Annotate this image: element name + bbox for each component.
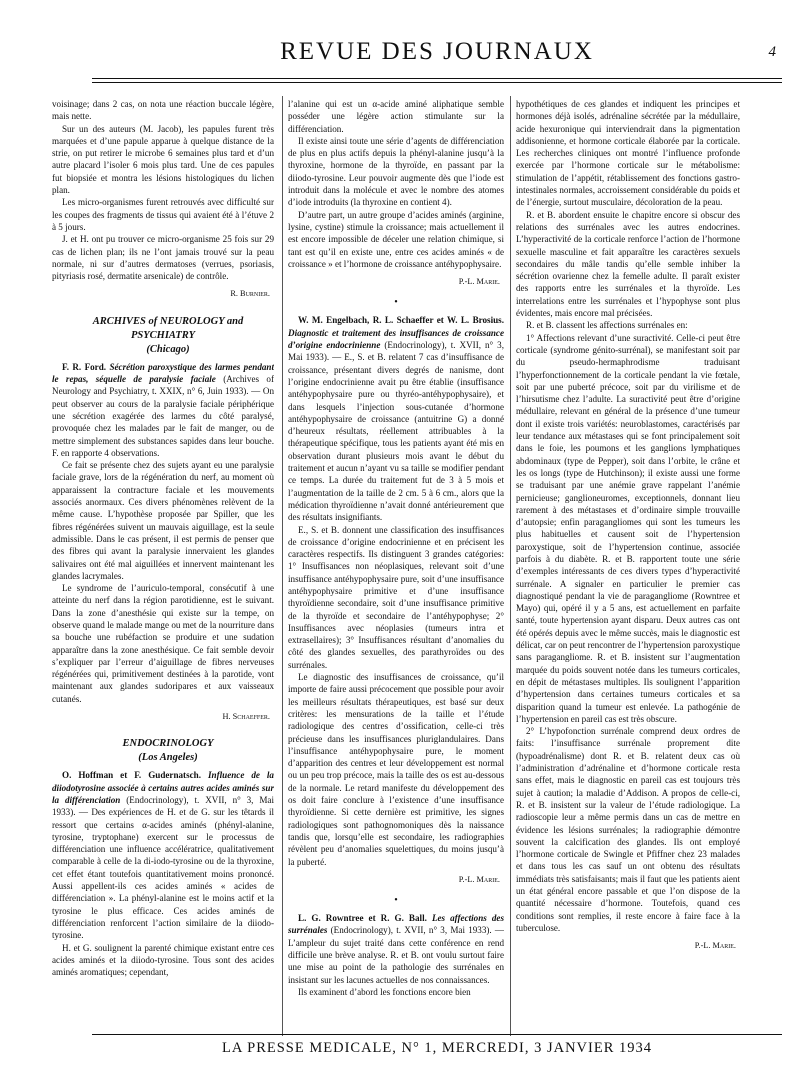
column-middle xyxy=(288,98,504,1036)
journal-heading: ARCHIVES of NEUROLOGY and PSYCHIATRY xyxy=(92,315,244,341)
header-rule xyxy=(92,78,782,79)
article-title: Sécrétion paroxystique des larmes pendant le repas, séquelle de paralysie faciale xyxy=(52,361,274,385)
page-footer: LA PRESSE MEDICALE, N° 1, MERCREDI, 3 JANVIER 1934 xyxy=(222,1040,652,1056)
page-header xyxy=(92,38,782,68)
article-authors: W. M. Engelbach, R. L. Schaeffer et W. L. Brosius. xyxy=(298,315,504,326)
separator-dot: • xyxy=(394,895,398,907)
journal-city: (Los Angeles) xyxy=(138,752,198,764)
paragraph: voisinage; dans 2 cas, on nota une réaction buccale légère, mais nette. xyxy=(52,99,274,122)
article-entry xyxy=(288,314,504,523)
paragraph: J. et H. ont pu trouver ce micro-organisme 25 fois sur 29 cas de lichen plan; ils ne l’ont jamais trouvé sur la peau normale, ni sur d’autres dermatoses (verrues, psoriasis, pityriasis rosé, dermatite arsenicale) de contrôle. xyxy=(52,234,274,282)
paragraph: Ils examinent d’abord les fonctions encore bien xyxy=(298,986,471,997)
paragraph: R. et B. abordent ensuite le chapitre encore si obscur des relations des surrénales avec les autres endocrines. L’hyperactivité de la corticale renforce l’action de l’hormone sexuelle masculine et fait apparaître les caractères sexuels secondaires du mâle tandis qu’elle semble inhiber la sécrétion ovarienne chez la femelle adulte. Il paraît exister des rapports entre les surrénales et la thyroïde. Les interrelations entre les surrénales et l’hypophyse sont plus évidentes, mais encore mal précisées. xyxy=(516,209,740,319)
paragraph: Le diagnostic des insuffisances de croissance, qu’il importe de faire aussi précocement que possible pour avoir les meilleurs résultats thérapeutiques, est basé sur deux critères: les mensurations de la taille et l’étude radiologique des centres d’ossification, celle-ci très précieuse dans les insuffisances pluriglandulaires. Dans l’insuffisance antéhypophysaire pure, le moment d’apparition des centres et leur développement est normal ou un peu trop précoce, mais la taille des os est au-dessous de la normale. Le retard manifeste du développement des os doit faire conclure à l’existence d’une insuffisance thyroïdienne. Si cette dernière est primitive, les signes radiologiques sont pathognomoniques dès la naissance tandis que, lorsqu’elle est secondaire, les radiographies révèlent peu d’anomalies squelettiques, du moins jusqu’à la puberté. xyxy=(288,672,504,867)
running-title: REVUE DES JOURNAUX xyxy=(280,38,594,65)
article-entry xyxy=(52,769,274,941)
article-title: Diagnostic et traitement des insuffisances de croissance d’origine endocrinienne xyxy=(288,327,504,351)
footer-rule xyxy=(92,1034,782,1035)
paragraph: H. et G. soulignent la parenté chimique existant entre ces acides aminés et la diiodo-tyrosine. Tous sont des acides aminés aromatiques; cependant, xyxy=(52,942,274,978)
signature: H. Schaeffer. xyxy=(222,712,270,722)
paragraph: Sur un des auteurs (M. Jacob), les papules furent très marquées et d’une papule apparue à quelque distance de la strie, on put retirer le microbe 6 semaines plus tard et d’un autre placard l’isoler 6 mois plus tard. Une de ces papules fut biopsiée et montra les lésions histologiques du lichen plan. xyxy=(52,123,274,196)
paragraph: E., S. et B. donnent une classification des insuffisances de croissance d’origine endocrinienne et en précisent les caractères respectifs. Ils distinguent 3 grandes catégories: 1° Insuffisances non néoplasiques, relevant soit d’une insuffisance antéhypophysaire pure, soit d’une insuffisance antéhypophysaire primitive et d’une insuffisance thyroïdienne secondaire, soit d’une insuffisance primitive de la thyroïde et secondaire de l’antéhypophyse; 2° Insuffisances avec néoplasies (tumeurs intra et extrasellaires); 3° Insuffisances résultant d’anomalies du côté des glandes sexuelles, des parathyroïdes ou des surrénales. xyxy=(288,524,504,670)
journal-city: (Chicago) xyxy=(146,343,190,355)
signature: R. Burnier. xyxy=(230,289,270,299)
signature: P.-L. Marie. xyxy=(458,277,500,287)
article-entry xyxy=(52,361,274,459)
signature: P.-L. Marie. xyxy=(694,941,736,951)
column-left xyxy=(52,98,274,1036)
paragraph: Les micro-organismes furent retrouvés avec difficulté sur les coupes des fragments de tissus qui avaient été à l’étuve 2 à 5 jours. xyxy=(52,197,274,232)
page-number: 4 xyxy=(768,44,776,60)
article-entry xyxy=(288,912,504,986)
article-reference: (Endocrinology), t. XVII, n° 3, Mai 1933). — Des expériences de H. et de G. sur les têtards il ressort que certains α-acides aminés (phényl-alanine, tyrosine, tryptophane) exercent sur le processus de différenciation une influence accélératrice, qualitativement comparable à celle de la di-iodo-tyrosine ou de la thyroxine, cet effet étant toutefois quantitativement moins prononcé. Aussi appellent-ils ces acides aminés « acides de différenciation ». La phényl-alanine est le moins actif et la tyrosine le plus efficace. Ces acides aminés de différenciation renforcent l’action similaire de la diiodo-tyrosine. xyxy=(52,794,274,941)
column-divider xyxy=(282,96,283,1036)
paragraph: hypothétiques de ces glandes et indiquent les principes et hormones déjà isolés, adrénaline sécrétée par la médullaire, acide hexuronique qui interviendrait dans la pigmentation addisonienne, et hormone corticale élaborée par la corticale. Les recherches cliniques ont montré l’influence profonde exercée par l’hormone corticale sur le métabolisme: stimulation de l’appétit, rétablissement des fonctions gastro-intestinales normales, accroissement considérable du poids et de l’énergie, surtout musculaire, décoloration de la peau. xyxy=(516,99,740,208)
paragraph: R. et B. classent les affections surrénales en: xyxy=(526,320,688,331)
article-reference: (Endocrinology), t. XVII, n° 3, Mai 1933). — L’ampleur du sujet traité dans cette conférence en rend difficile une brève analyse. R. et B. ont voulu surtout faire une mise au point de la pathologie des surrénales en insistant sur les lacunes actuelles de nos connaissances. xyxy=(288,925,504,985)
separator-dot: • xyxy=(394,297,398,309)
paragraph: Ce fait se présente chez des sujets ayant eu une paralysie faciale grave, lors de la régénération du nerf, au moment où apparaissent la contracture faciale et les mouvements associés anormaux. Ces divers phénomènes relèvent de la même cause. L’hypothèse proposée par Spiller, que les fibres régénérées suivent un mauvais aiguillage, est la seule admissible. Dans le cas présent, il est permis de penser que des fibres qui avant la paralysie innervaient les glandes salivaires ont été mal aiguillées et innervent maintenant les glandes lacrymales. xyxy=(52,460,274,581)
column-divider xyxy=(510,96,511,1036)
paragraph: Il existe ainsi toute une série d’agents de différenciation de plus en plus actifs depuis la phényl-alanine jusqu’à la thyroxine, hormone de la thyroïde, en passant par la diiodo-tyrosine. Leur pouvoir augmente dès que l’iode est introduit dans la molécule et avec le nombre des atomes d’iode introduits (la thyroxine en contient 4). xyxy=(288,135,504,208)
paragraph: 1° Affections relevant d’une suractivité. Celle-ci peut être corticale (syndrome génito-surrénal), se manifestant soit par du pseudo-hermaphrodisme traduisant l’hyperfonctionnement de la corticale pendant la vie fœtale, soit par une puberté précoce, soit par du virilisme et de l’hirsutisme chez l’adulte. La suractivité peut être d’origine médullaire, relevant en général de la présence d’une tumeur dont il existe trois variétés: neuroblastomes, caractérisés par leur tendance aux métastases qui se font principalement soit dans le foie, les poumons et les ganglions lymphatiques abdominaux (type de Pepper), soit dans l’orbite, le crâne et les os longs (type de Hutchinson); il existe aussi une forme se traduisant par une anémie grave rappelant l’anémie pernicieuse; ganglioneuromes, exceptionnels, donnant lieu rarement à des métastases et d’ordinaire simple trouvaille d’autopsie; enfin paragangliomes qui sont les tumeurs les plus habituelles et causent soit de l’hypertension paroxystique, soit de l’hypertension continue, associée parfois à du diabète. R. et B. rapportent toute une série d’exemples intéressants de ces divers types d’hyperactivité surrénale. A signaler en particulier le premier cas diagnostiqué pendant la vie de paragangliome (Rowntree et Mayo) qui, opéré il y a 5 ans, est actuellement en parfaite santé, toute hypertension ayant disparu. Deux autres cas ont été opérés depuis avec le même succès, mais le diagnostic est délicat, car on peut rencontrer de l’hypertension paroxystique sans paragangliome. R. et B. insistent sur l’augmentation marquée du poids souvent notée dans les tumeurs corticales, en dépit de métastases multiples. Ils soulignent l’apparition d’hypertension dans certaines tumeurs corticales et sa disparition quand la tumeur est enlevée. La pathogénie de l’hypertension en pareil cas est très obscure. xyxy=(516,332,740,724)
column-right xyxy=(516,98,740,1036)
article-authors: L. G. Rowntree et R. G. Ball. xyxy=(298,913,427,924)
header-rule-thin xyxy=(92,82,782,83)
article-reference: (Archives of Neurology and Psychiatry, t. XXIX, n° 6, Juin 1933). — On peut observer au cours de la paralysie faciale périphérique une sécrétion exagérée des larmes du côté paralysé, provoquée chez les malades par le fait de manger, ou de mettre simplement des substances sapides dans leur bouche. F. en rapporte 4 observations. xyxy=(52,374,274,458)
article-title: Influence de la diiodotyrosine associée à certains autres acides aminés sur la différenciation xyxy=(52,770,274,805)
paragraph: D’autre part, un autre groupe d’acides aminés (arginine, lysine, cystine) stimule la croissance; mais actuellement il est encore impossible de déceler une relation chimique, si tant est qu’il en existe une, entre ces acides aminés « de croissance » et l’hormone de croissance antéhypophysaire. xyxy=(288,209,504,269)
article-authors: O. Hoffman et F. Gudernatsch. xyxy=(62,770,201,781)
paragraph: Le syndrome de l’auriculo-temporal, consécutif à une atteinte du nerf dans la région parotidienne, est le suivant. Dans la zone d’anesthésie qui existe sur la tempe, on observe quand le malade mange ou met de la nourriture dans sa bouche une rubéfaction se produire et une sudation apparaître dans la zone anesthésique. Ce fait semble devoir s’expliquer par l’erreur d’aiguillage de fibres nerveuses régénérées qui, primitivement destinées à la parotide, vont maintenant aux glandes sudoripares et aux vaisseaux cutanés. xyxy=(52,583,274,704)
article-authors: F. R. Ford. xyxy=(62,361,107,372)
article-reference: (Endocrinology), t. XVII, n° 3, Mai 1933). — E., S. et B. relatent 7 cas d’insuffisance de croissance, présentant divers degrés de nanisme, dont l’origine endocrinienne avait pu être établie (insuffisance antéhypophysaire pure ou thyréo-antéhypophysaire), et dans lesquels l’injection sous-cutanée d’hormone antéhypophysaire de croissance (antuitrine G) a donné d’heureux résultats, réellement attribuables à la thérapeutique spécifique, tous les patients ayant été mis en observation durant plusieurs mois avant le début du traitement et aucun n’ayant vu sa taille se modifier pendant ce temps. La durée du traitement fut de 3 à 5 mois et l’augmentation de la taille de 2 cm. 5 à 6 cm., alors que la médication thyroïdienne n’avait donné antérieurement que des résultats insignifiants. xyxy=(288,340,504,523)
signature: P.-L. Marie. xyxy=(458,874,500,884)
paragraph: l’alanine qui est un α-acide aminé aliphatique semble posséder une légère action stimulante sur la différenciation. xyxy=(288,99,504,134)
journal-heading: ENDOCRINOLOGY xyxy=(122,738,214,750)
paragraph: 2° L’hypofonction surrénale comprend deux ordres de faits: l’insuffisance surrénale proprement dite (hypoadrénalisme) dont R. et B. relatent deux cas où l’administration d’adrénaline et d’hormone corticale resta sans effet, mais le diagnostic en pareil cas est toujours très sujet à caution; la maladie d’Addison. A propos de celle-ci, R. et B. insistent sur la valeur de l’étude radiologique. La radioscopie leur a même permis dans un cas de mettre en évidence les lésions surrénales; la radiographie démontre souvent la calcification des glandes. Ils ont employé l’hormone corticale de Swingle et Pfiffner chez 23 malades et dans tous les cas sauf un ont obtenu des résultats immédiats très satisfaisants; mais il faut que les patients aient un état général encore passable et que l’on dispose de la quantité nécessaire d’hormone. Toutefois, quand ces conditions sont remplies, il reste encore à faire face à la tuberculose. xyxy=(516,726,740,933)
article-title: Les affections des surrénales xyxy=(288,913,504,936)
